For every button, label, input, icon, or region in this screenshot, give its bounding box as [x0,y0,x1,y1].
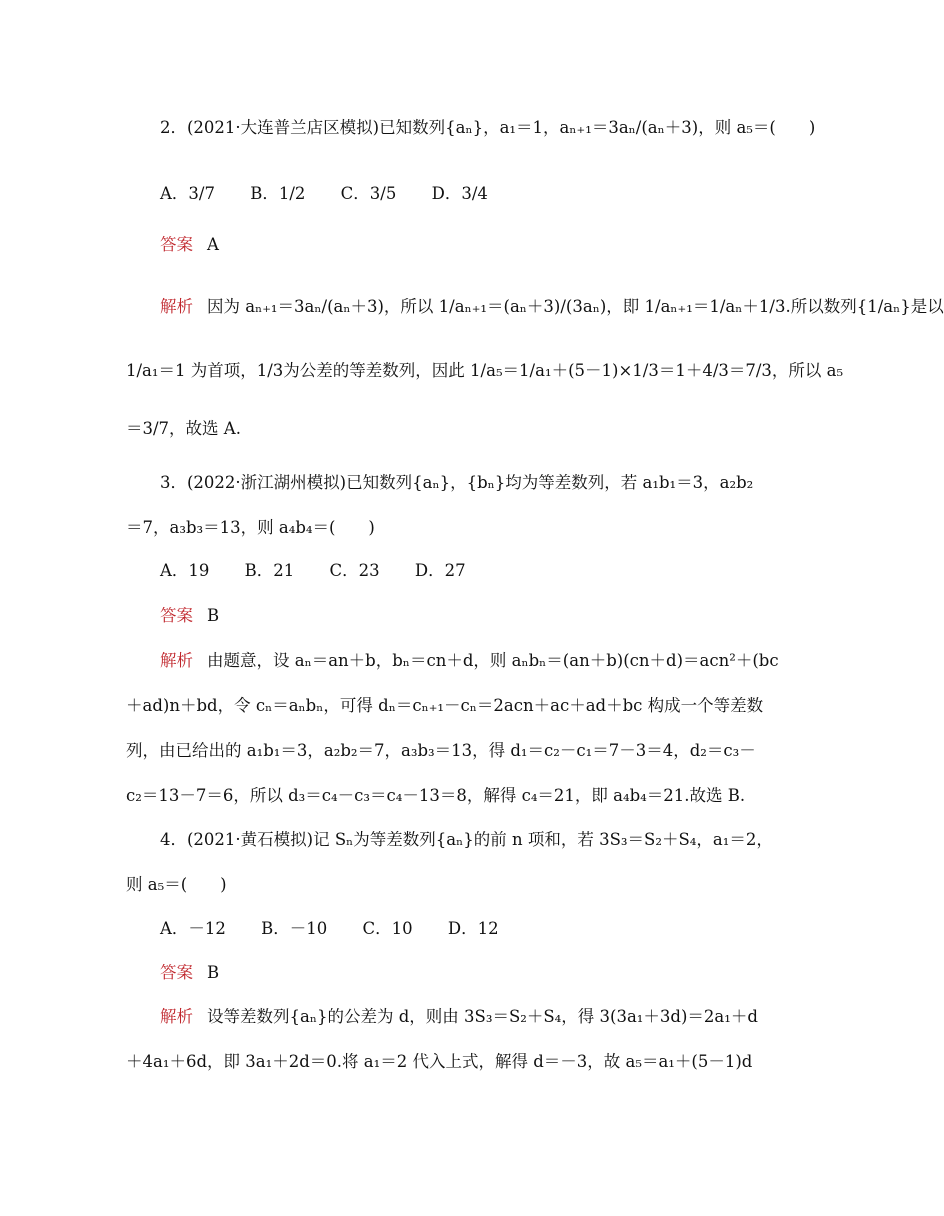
q2-answer: A [207,235,219,254]
q3-option-d: D．27 [414,561,466,580]
q3-analysis-3: 列，由已给出的 a₁b₁＝3，a₂b₂＝7，a₃b₃＝13，得 d₁＝c₂－c₁＝7－3＝4，d₂＝c₃－ [126,741,756,760]
q4-analysis-line-1 [160,1006,758,1028]
q3-answer-line [160,605,742,627]
q3-option-b: B．21 [244,561,295,580]
q2-analysis-2: 1/a₁＝1 为首项，1/3为公差的等差数列，因此 1/a₅＝1/a₁＋(5－1)×1/3＝1＋4/3＝7/3，所以 a₅ [126,361,844,380]
q4-answer-line [160,962,742,984]
q4-option-c: C．10 [362,919,413,938]
analysis-label: 解析 [160,651,193,670]
q4-options [160,918,742,940]
answer-label: 答案 [160,235,193,254]
q2-answer-line [160,234,742,256]
q3-option-a: A．19 [160,561,210,580]
q3-analysis-line-1 [160,650,779,672]
analysis-label: 解析 [160,1007,193,1026]
q2-option-d: D．3/4 [431,184,488,203]
q2-option-a: A．3/7 [160,184,215,203]
q2-options [160,183,742,205]
q2-analysis-3: ＝3/7，故选 A. [126,419,241,438]
q3-stem-1: 3．(2022·浙江湖州模拟)已知数列{aₙ}，{bₙ}均为等差数列，若 a₁b₁＝3，a₂b₂ [160,473,754,492]
q2-option-c: C．3/5 [340,184,397,203]
q3-option-c: C．23 [329,561,380,580]
q3-analysis-2: ＋ad)n＋bd，令 cₙ＝aₙbₙ，可得 dₙ＝cₙ₊₁－cₙ＝2acn＋ac＋ad＋bc 构成一个等差数 [126,696,764,715]
q3-stem-2: ＝7，a₃b₃＝13，则 a₄b₄＝( ) [126,518,375,537]
q4-analysis-2: ＋4a₁＋6d，即 3a₁＋2d＝0.将 a₁＝2 代入上式，解得 d＝－3，故 a₅＝a₁＋(5－1)d [126,1052,753,1071]
q3-options [160,560,742,582]
q4-answer: B [207,963,220,982]
q3-answer: B [207,606,220,625]
answer-label: 答案 [160,963,193,982]
q4-stem-2: 则 a₅＝( ) [126,875,227,894]
q3-analysis-4: c₂＝13－7＝6，所以 d₃＝c₄－c₃＝c₄－13＝8，解得 c₄＝21，即 a₄b₄＝21.故选 B. [126,786,746,805]
q4-option-a: A．－12 [160,919,226,938]
q2-stem: 2．(2021·大连普兰店区模拟)已知数列{aₙ}，a₁＝1，aₙ₊₁＝3aₙ/(aₙ＋3)，则 a₅＝( ) [160,118,816,137]
q3-analysis-1: 由题意，设 aₙ＝an＋b，bₙ＝cn＋d，则 aₙbₙ＝(an＋b)(cn＋d)＝acn²＋(bc [207,651,779,670]
q4-option-b: B．－10 [261,919,328,938]
q2-option-b: B．1/2 [250,184,306,203]
q2-analysis-1: 因为 aₙ₊₁＝3aₙ/(aₙ＋3)，所以 1/aₙ₊₁＝(aₙ＋3)/(3aₙ)，即 1/aₙ₊₁＝1/aₙ＋1/3.所以数列{1/aₙ}是以 [207,297,944,316]
q2-analysis-line-1 [160,296,944,318]
answer-label: 答案 [160,606,193,625]
q4-analysis-1: 设等差数列{aₙ}的公差为 d，则由 3S₃＝S₂＋S₄，得 3(3a₁＋3d)＝2a₁＋d [207,1007,758,1026]
analysis-label: 解析 [160,297,193,316]
q4-option-d: D．12 [447,919,499,938]
q4-stem-1: 4．(2021·黄石模拟)记 Sₙ为等差数列{aₙ}的前 n 项和，若 3S₃＝S₂＋S₄，a₁＝2， [160,830,773,849]
